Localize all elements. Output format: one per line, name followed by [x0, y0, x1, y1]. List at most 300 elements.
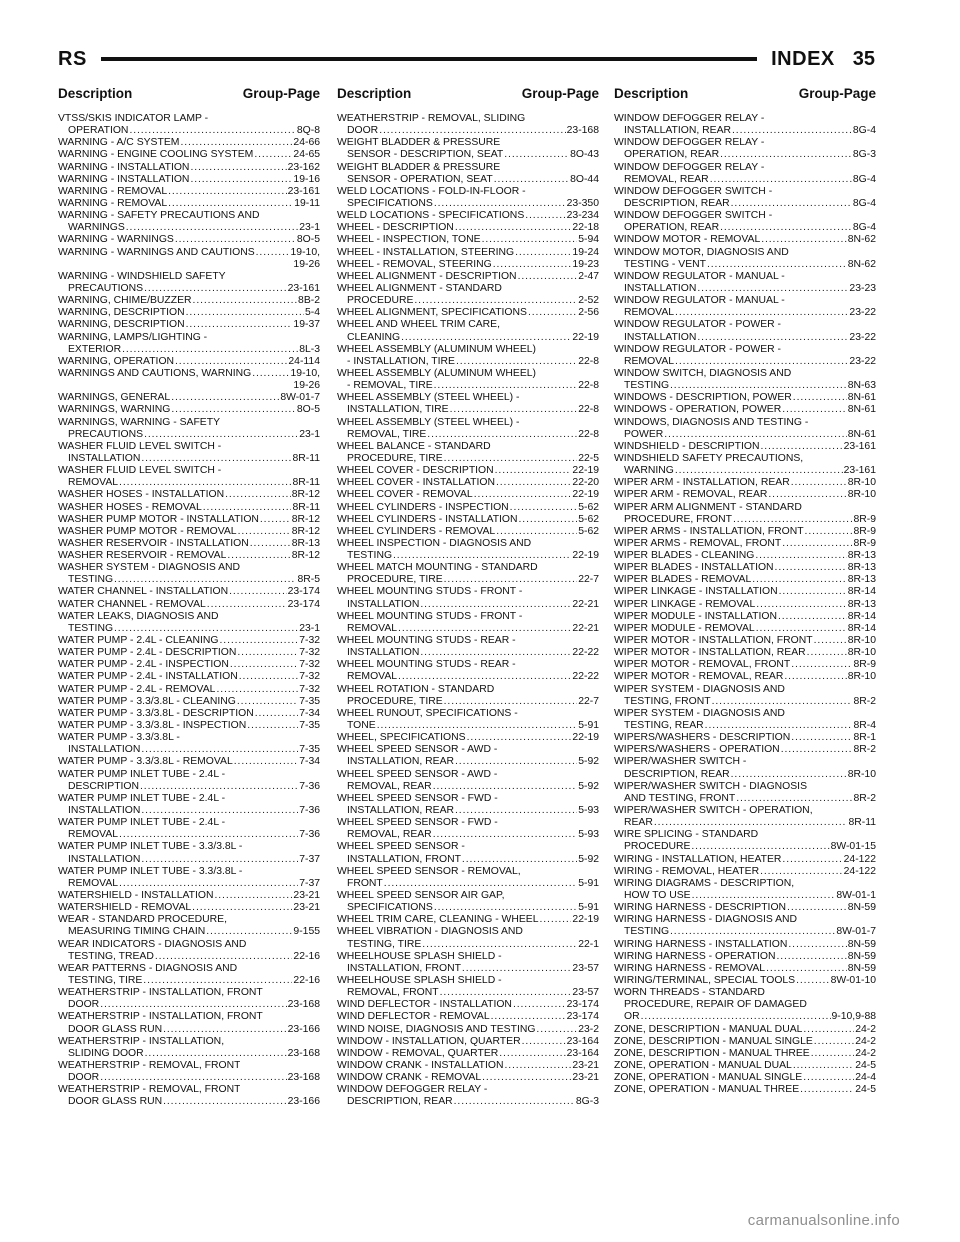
entry-description: WASHER RESERVOIR - INSTALLATION — [58, 537, 249, 549]
entry-description: WHEEL, SPECIFICATIONS — [337, 732, 466, 744]
entry-text — [58, 684, 320, 696]
index-entry — [58, 793, 320, 817]
entry-description: WEATHERSTRIP - INSTALLATION, FRONT — [58, 1011, 263, 1023]
entry-page-ref: 8G-3 — [852, 149, 876, 161]
entry-text — [614, 902, 876, 914]
entry-description: INSTALLATION, FRONT — [347, 853, 461, 865]
index-entry — [58, 635, 320, 647]
entry-description: PROCEDURE, TIRE — [347, 695, 443, 707]
entry-text — [614, 502, 876, 514]
index-entry — [614, 1048, 876, 1060]
index-entry — [58, 817, 320, 841]
entry-text — [58, 647, 320, 659]
entry-page-ref: 5-92 — [578, 853, 599, 865]
entry-page-ref: 23-22 — [849, 307, 876, 319]
dot-leader — [420, 647, 571, 659]
dot-leader — [752, 574, 846, 586]
entry-text — [58, 210, 320, 222]
entry-text — [337, 586, 599, 598]
entry-page-ref: 8R-13 — [847, 550, 876, 562]
entry-text — [337, 732, 599, 744]
entry-continuation — [58, 453, 320, 465]
index-entry — [614, 975, 876, 987]
dot-leader — [760, 441, 842, 453]
entry-description: WATER PUMP - 3.3/3.8L - INSPECTION — [58, 720, 247, 732]
dot-leader — [697, 283, 848, 295]
dot-leader — [733, 514, 853, 526]
index-entry — [337, 732, 599, 744]
entry-text — [614, 417, 876, 429]
entry-continuation — [58, 344, 320, 356]
dot-leader — [119, 878, 298, 890]
entry-text — [58, 162, 320, 174]
entry-page-ref: 8W-01-1 — [836, 890, 876, 901]
entry-description: WEIGHT BLADDER & PRESSURE — [337, 137, 501, 149]
entry-continuation — [337, 429, 599, 441]
dot-leader — [450, 404, 578, 416]
dot-leader — [141, 744, 298, 756]
entry-description: WATERSHIELD - INSTALLATION — [58, 890, 214, 901]
entry-description: WIPER MOTOR - REMOVAL, REAR — [614, 671, 784, 683]
entry-description: WHEEL SPEED SENSOR - REMOVAL, — [337, 865, 521, 877]
entry-description: SPECIFICATIONS — [347, 197, 433, 209]
entry-continuation — [337, 829, 599, 841]
column-header-group-page: Group-Page — [521, 86, 599, 101]
dot-leader — [793, 392, 847, 404]
dot-leader — [163, 1096, 287, 1108]
entry-page-ref: 8N-59 — [847, 902, 876, 914]
dot-leader — [805, 526, 853, 538]
entry-page-ref: 22-5 — [578, 452, 599, 464]
entry-description: WIPER MOTOR - INSTALLATION, REAR — [614, 647, 806, 659]
index-entry — [337, 247, 599, 259]
entry-text — [58, 186, 320, 198]
index-entry — [614, 659, 876, 671]
entry-description: EXTERIOR — [68, 343, 122, 355]
entry-page-ref: 24-5 — [855, 1084, 876, 1096]
entry-description: WHEELHOUSE SPLASH SHIELD - — [337, 974, 502, 986]
entry-page-ref: 23-164 — [566, 1035, 599, 1047]
entry-continuation — [337, 380, 599, 392]
entry-text — [337, 890, 599, 902]
dot-leader — [433, 829, 578, 841]
dot-leader — [760, 866, 843, 878]
entry-page-ref: 23-164 — [566, 1047, 599, 1059]
entry-page-ref: 22-8 — [578, 428, 599, 440]
entry-description: WIPER BLADES - INSTALLATION — [614, 562, 774, 574]
entry-page-ref: 8Q-8 — [296, 125, 320, 137]
entry-description: WIPER MODULE - INSTALLATION — [614, 610, 777, 622]
entry-page-ref: 23-162 — [287, 161, 320, 173]
entry-text — [337, 247, 599, 259]
dot-leader — [100, 999, 286, 1011]
entry-text — [337, 368, 599, 380]
entry-description: AND TESTING, FRONT — [624, 792, 736, 804]
entry-page-ref: 8R-14 — [847, 610, 876, 622]
entry-text — [337, 465, 599, 477]
entry-description: WATER PUMP - 2.4L - DESCRIPTION — [58, 647, 237, 659]
entry-description: WINDOW CRANK - INSTALLATION — [337, 1059, 504, 1071]
dot-leader — [420, 599, 571, 611]
entry-continuation — [337, 198, 599, 210]
index-entry — [614, 854, 876, 866]
entry-page-ref: 22-1 — [578, 938, 599, 950]
entry-page-ref: 8G-3 — [575, 1096, 599, 1108]
entry-text — [337, 319, 599, 331]
dot-leader — [675, 465, 843, 477]
entry-continuation — [614, 283, 876, 295]
entry-text — [58, 841, 320, 853]
entry-continuation — [614, 817, 876, 829]
entry-continuation — [614, 793, 876, 805]
entry-page-ref: 8R-2 — [853, 792, 876, 804]
entry-page-ref: 7-32 — [299, 659, 320, 671]
index-entry — [614, 829, 876, 853]
entry-description: WARNING - REMOVAL — [58, 197, 168, 209]
dot-leader — [422, 939, 577, 951]
index-entry — [337, 975, 599, 999]
entry-text — [614, 756, 876, 768]
entry-text — [614, 623, 876, 635]
entry-text — [337, 684, 599, 696]
entry-page-ref: 23-161 — [287, 185, 320, 197]
entry-description: ZONE, OPERATION - MANUAL DUAL — [614, 1059, 792, 1071]
entry-description: WEATHERSTRIP - REMOVAL, FRONT — [58, 1084, 241, 1096]
entry-page-ref: 7-37 — [299, 877, 320, 889]
index-entry — [337, 368, 599, 392]
index-entry — [58, 599, 320, 611]
entry-page-ref: 19-24 — [572, 246, 599, 258]
entry-description: TESTING — [624, 380, 670, 392]
entry-description: WASHER PUMP MOTOR - INSTALLATION — [58, 513, 259, 525]
index-entry — [614, 210, 876, 234]
entry-page-ref: 23-174 — [287, 598, 320, 610]
index-entry — [337, 210, 599, 222]
index-entry — [337, 113, 599, 137]
entry-description: WARNING, LAMPS/LIGHTING - — [58, 331, 208, 343]
entry-page-ref: 19-37 — [293, 319, 320, 331]
entry-text — [58, 234, 320, 246]
dot-leader — [119, 477, 291, 489]
entry-description: WINDOWS - OPERATION, POWER — [614, 404, 782, 416]
entry-description: WHEELHOUSE SPLASH SHIELD - — [337, 950, 502, 962]
dot-leader — [216, 684, 298, 696]
entry-continuation — [337, 878, 599, 890]
entry-page-ref: 5-4 — [304, 307, 320, 319]
entry-description: DOOR GLASS RUN — [68, 1023, 163, 1035]
entry-text — [614, 963, 876, 975]
entry-continuation — [614, 174, 876, 186]
dot-leader — [766, 963, 847, 975]
entry-page-ref: 8R-4 — [853, 720, 876, 732]
entry-description: WASHER PUMP MOTOR - REMOVAL — [58, 525, 237, 537]
index-column-3 — [614, 113, 876, 1096]
entry-description: WATER PUMP INLET TUBE - 2.4L - — [58, 768, 226, 780]
entry-page-ref: 24-2 — [855, 1047, 876, 1059]
entry-text — [614, 659, 876, 671]
entry-page-ref: 8G-4 — [852, 173, 876, 185]
entry-page-ref: 7-36 — [299, 780, 320, 792]
dot-leader — [515, 247, 571, 259]
dot-leader — [220, 635, 299, 647]
entry-text — [614, 526, 876, 538]
entry-page-ref: 22-7 — [578, 695, 599, 707]
dot-leader — [229, 586, 287, 598]
index-entry — [614, 744, 876, 756]
entry-description: - INSTALLATION, TIRE — [347, 355, 455, 367]
dot-leader — [122, 344, 298, 356]
entry-description: WEATHERSTRIP - INSTALLATION, FRONT — [58, 987, 263, 999]
index-entry — [614, 647, 876, 659]
index-entry — [58, 368, 320, 392]
entry-description: WARNING, CHIME/BUZZER — [58, 295, 192, 307]
entry-text — [614, 392, 876, 404]
entry-text — [614, 744, 876, 756]
watermark: carmanualsonline.info — [747, 1212, 900, 1229]
entry-description: REMOVAL, REAR — [624, 173, 709, 185]
index-entry — [614, 866, 876, 878]
entry-description: PROCEDURE, FRONT — [624, 513, 732, 525]
dot-leader — [455, 756, 577, 768]
entry-page-ref: 8R-2 — [853, 695, 876, 707]
dot-leader — [519, 514, 578, 526]
dot-leader — [675, 307, 848, 319]
entry-text — [58, 198, 320, 210]
dot-leader — [803, 1024, 854, 1036]
index-entry — [614, 939, 876, 951]
index-entry — [337, 769, 599, 793]
entry-description: INSTALLATION — [68, 805, 141, 817]
index-entry — [58, 647, 320, 659]
entry-description: TONE — [347, 720, 376, 732]
entry-text — [58, 526, 320, 538]
entry-description: WARNING, DESCRIPTION — [58, 307, 185, 319]
entry-text — [58, 720, 320, 732]
entry-page-ref: 23-1 — [299, 428, 320, 440]
dot-leader — [495, 465, 572, 477]
entry-page-ref: 24-122 — [843, 853, 876, 865]
entry-page-ref: 5-91 — [578, 877, 599, 889]
entry-page-ref: 8B-2 — [298, 295, 320, 307]
entry-description: WEAR PATTERNS - DIAGNOSIS AND — [58, 962, 238, 974]
entry-description: WATER PUMP - 2.4L - CLEANING — [58, 635, 219, 647]
dot-leader — [237, 696, 298, 708]
index-entry — [58, 417, 320, 441]
index-entry — [614, 756, 876, 780]
dot-leader — [778, 611, 847, 623]
index-entry — [58, 210, 320, 234]
entry-page-ref: 23-1 — [299, 222, 320, 234]
entry-description: WARNINGS, GENERAL — [58, 392, 171, 404]
entry-page-ref: 8R-12 — [291, 525, 320, 537]
entry-description: TESTING - VENT — [624, 258, 706, 270]
index-entry — [337, 1084, 599, 1108]
dot-leader — [499, 1048, 565, 1060]
entry-continuation — [614, 926, 876, 938]
index-entry — [337, 951, 599, 975]
entry-page-ref: 23-1 — [299, 622, 320, 634]
entry-continuation — [58, 878, 320, 890]
entry-text — [614, 975, 876, 987]
index-entry — [614, 234, 876, 246]
entry-continuation — [614, 222, 876, 234]
index-entry — [614, 562, 876, 574]
entry-description: WATER CHANNEL - REMOVAL — [58, 598, 206, 610]
entry-text — [614, 951, 876, 963]
index-entry — [614, 247, 876, 271]
entry-description: WATER PUMP - 3.3/3.8L - REMOVAL — [58, 756, 233, 768]
entry-description: WHEEL RUNOUT, SPECIFICATIONS - — [337, 707, 518, 719]
entry-continuation — [337, 902, 599, 914]
index-entry — [337, 1048, 599, 1060]
dot-leader — [755, 550, 846, 562]
entry-description: WINDOW REGULATOR - MANUAL - — [614, 270, 785, 282]
entry-continuation — [614, 1011, 876, 1023]
index-entry — [337, 137, 599, 161]
entry-description: WINDOW - REMOVAL, QUARTER — [337, 1047, 499, 1059]
dot-leader — [114, 623, 298, 635]
entry-page-ref: 5-91 — [578, 720, 599, 732]
entry-description: WATER PUMP - 3.3/3.8L - — [58, 732, 180, 744]
dot-leader — [114, 574, 296, 586]
entry-description: INSTALLATION, FRONT — [347, 962, 461, 974]
entry-page-ref: 8G-4 — [852, 222, 876, 234]
entry-continuation — [614, 198, 876, 210]
dot-leader — [522, 1036, 566, 1048]
entry-page-ref: 8R-10 — [847, 647, 876, 659]
dot-leader — [247, 720, 298, 732]
dot-leader — [782, 538, 852, 550]
entry-page-ref: 23-174 — [287, 586, 320, 598]
entry-description: WHEEL MOUNTING STUDS - FRONT - — [337, 610, 523, 622]
entry-continuation — [614, 149, 876, 161]
entry-page-ref: 23-350 — [566, 197, 599, 209]
index-entry — [337, 1011, 599, 1023]
entry-page-ref: 24-5 — [855, 1059, 876, 1071]
entry-description: WHEEL - REMOVAL, STEERING — [337, 258, 492, 270]
dot-leader — [784, 671, 846, 683]
entry-page-ref: 19-11 — [294, 197, 320, 209]
entry-continuation — [337, 1096, 599, 1108]
dot-leader — [756, 599, 846, 611]
dot-leader — [206, 926, 292, 938]
entry-description: WINDOW - INSTALLATION, QUARTER — [337, 1035, 521, 1047]
entry-description: WHEEL SPEED SENSOR AIR GAP, — [337, 890, 505, 901]
entry-page-ref: 8O-5 — [296, 404, 320, 416]
index-entry — [58, 708, 320, 720]
index-entry — [58, 356, 320, 368]
entry-description: INSTALLATION — [68, 853, 141, 865]
entry-continuation — [337, 599, 599, 611]
entry-continuation — [337, 356, 599, 368]
entry-page-ref: 8N-59 — [847, 938, 876, 950]
dot-leader — [510, 502, 578, 514]
entry-description: SENSOR - OPERATION, SEAT — [347, 173, 493, 185]
entry-text — [58, 866, 320, 878]
index-entry — [58, 987, 320, 1011]
entry-continuation — [58, 1048, 320, 1060]
entry-page-ref: 8R-10 — [847, 768, 876, 780]
entry-description: WHEEL - INSPECTION, TONE — [337, 234, 481, 246]
dot-leader — [171, 404, 296, 416]
column-header-description: Description — [58, 86, 133, 101]
entry-page-ref: 5-93 — [578, 805, 599, 817]
index-entry — [614, 1084, 876, 1096]
dot-leader — [736, 793, 852, 805]
dot-leader — [393, 550, 571, 562]
entry-description: WELD LOCATIONS - SPECIFICATIONS — [337, 210, 525, 222]
entry-page-ref: 23-2 — [578, 1023, 599, 1035]
dot-leader — [384, 878, 577, 890]
page-title: INDEX — [771, 47, 835, 70]
index-entry — [58, 890, 320, 902]
entry-description: DESCRIPTION, REAR — [347, 1096, 453, 1108]
index-entry — [614, 586, 876, 598]
entry-page-ref: 7-34 — [299, 756, 320, 768]
entry-description: WIRING HARNESS - DIAGNOSIS AND — [614, 914, 798, 926]
entry-description: TESTING, TIRE — [347, 938, 422, 950]
entry-description: WIRE SPLICING - STANDARD — [614, 829, 759, 841]
index-entry — [337, 817, 599, 841]
entry-continuation — [58, 926, 320, 938]
entry-page-ref: 23-23 — [849, 282, 876, 294]
entry-text — [58, 404, 320, 416]
entry-continuation — [337, 174, 599, 186]
entry-description: WASHER RESERVOIR - REMOVAL — [58, 550, 227, 562]
entry-text — [337, 1072, 599, 1084]
entry-description: OPERATION — [68, 125, 129, 137]
entry-description: WHEEL AND WHEEL TRIM CARE, — [337, 319, 501, 331]
entry-text — [58, 635, 320, 647]
entry-text — [614, 1084, 876, 1096]
entry-text — [614, 866, 876, 878]
entry-text — [58, 1011, 320, 1023]
entry-page-ref: 7-35 — [299, 744, 320, 756]
entry-text — [58, 441, 320, 453]
entry-description: WARNING - WARNINGS AND CAUTIONS — [58, 246, 255, 258]
dot-leader — [434, 902, 577, 914]
entry-page-ref: 23-168 — [287, 999, 320, 1011]
index-entry — [337, 1072, 599, 1084]
dot-leader — [171, 392, 279, 404]
entry-page-ref: 23-22 — [849, 355, 876, 367]
entry-continuation — [58, 975, 320, 987]
entry-continuation — [58, 1096, 320, 1108]
entry-page-ref: 8N-59 — [847, 950, 876, 962]
dot-leader — [155, 951, 293, 963]
entry-description: WHEEL MOUNTING STUDS - FRONT - — [337, 586, 523, 598]
entry-page-ref: 22-16 — [293, 974, 320, 986]
entry-text — [58, 659, 320, 671]
entry-text — [337, 283, 599, 295]
entry-description: WHEEL CYLINDERS - REMOVAL — [337, 525, 496, 537]
entry-description: INSTALLATION — [624, 331, 697, 343]
index-entry — [614, 417, 876, 441]
entry-text — [58, 963, 320, 975]
entry-text — [614, 344, 876, 356]
entry-text — [614, 137, 876, 149]
entry-description: DESCRIPTION, REAR — [624, 768, 730, 780]
entry-description: WARNING - WARNINGS — [58, 234, 174, 246]
dot-leader — [692, 890, 836, 902]
entry-text — [337, 417, 599, 429]
dot-leader — [504, 1060, 571, 1072]
entry-description: DESCRIPTION — [68, 780, 140, 792]
entry-page-ref: 5-62 — [578, 513, 599, 525]
entry-page-ref: 8R-13 — [291, 537, 320, 549]
entry-page-ref: 22-21 — [572, 622, 599, 634]
entry-page-ref: 9-155 — [293, 926, 320, 938]
